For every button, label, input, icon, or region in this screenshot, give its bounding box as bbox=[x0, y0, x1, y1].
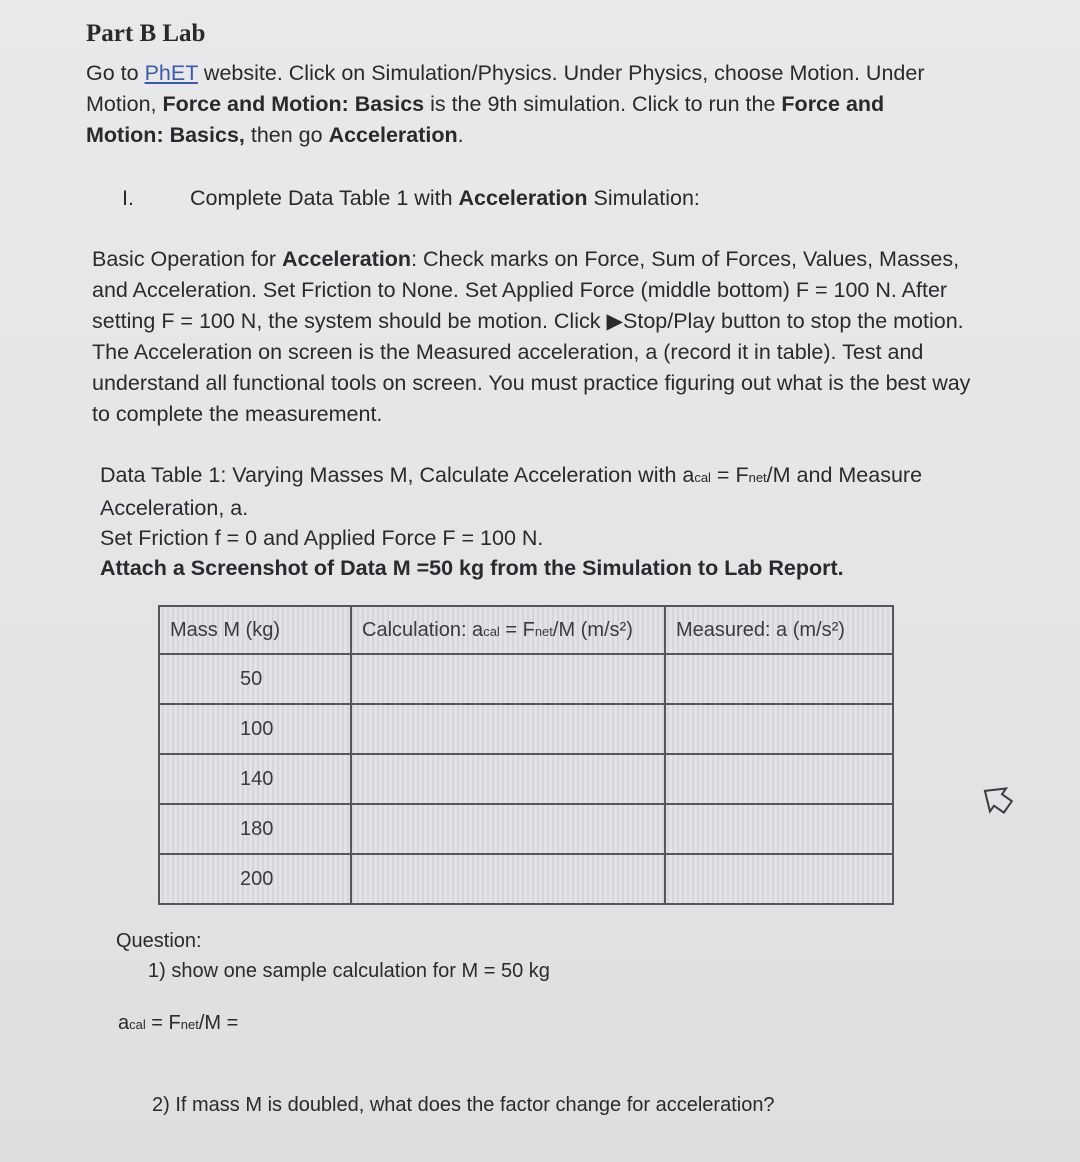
section-heading bbox=[190, 186, 700, 211]
mass-cell: 200 bbox=[159, 854, 351, 904]
data-table-description bbox=[100, 460, 960, 583]
table-row bbox=[159, 854, 893, 904]
table-row bbox=[159, 704, 893, 754]
basic-text-3: Stop/Play button to stop the motion. The Acceleration on screen is the Measured acceleration, a (record it in table). Test and understand all functional tools on screen. You must practice figuring out what is the best way to complete the measurement. bbox=[92, 309, 971, 426]
calc-cell[interactable] bbox=[351, 704, 665, 754]
basic-text-1: Basic Operation for bbox=[92, 247, 283, 271]
intro-bold-2: Force and Motion: Basics, bbox=[86, 92, 885, 147]
section-numeral: I. bbox=[122, 186, 134, 210]
calc-cell[interactable] bbox=[351, 754, 665, 804]
measured-cell[interactable] bbox=[665, 654, 893, 704]
intro-text-5: . bbox=[457, 123, 464, 147]
section-text: Complete Data Table 1 with bbox=[190, 186, 459, 210]
question-1: 1) show one sample calculation for M = 50 kg bbox=[148, 960, 550, 982]
header-measured: Measured: a (m/s²) bbox=[665, 606, 893, 654]
table-header-row bbox=[159, 606, 893, 654]
calc-cell[interactable] bbox=[351, 854, 665, 904]
measured-cell[interactable] bbox=[665, 754, 893, 804]
calc-cell[interactable] bbox=[351, 654, 665, 704]
question-label: Question: bbox=[116, 930, 202, 952]
intro-text-2: website. Click on Simulation/Physics. Under Physics, choose Motion. Under Motion, bbox=[86, 61, 925, 116]
intro-bold-3: Acceleration bbox=[328, 123, 458, 147]
mass-cell: 180 bbox=[159, 804, 351, 854]
intro-paragraph bbox=[86, 58, 966, 151]
table-row bbox=[159, 804, 893, 854]
intro-text-3: is the 9th simulation. Click to run the bbox=[424, 92, 782, 116]
basic-operation-paragraph bbox=[92, 244, 972, 430]
measured-cell[interactable] bbox=[665, 854, 893, 904]
intro-bold-1: Force and Motion: Basics bbox=[162, 92, 425, 116]
header-mass: Mass M (kg) bbox=[159, 606, 351, 654]
friction-setting: Set Friction f = 0 and Applied Force F = 100 N. bbox=[100, 526, 544, 550]
mass-cell: 140 bbox=[159, 754, 351, 804]
calc-cell[interactable] bbox=[351, 804, 665, 854]
mass-cell: 100 bbox=[159, 704, 351, 754]
phet-link[interactable]: PhET bbox=[144, 61, 198, 85]
header-calculation: Calculation: acal = Fnet/M (m/s²) bbox=[351, 606, 665, 654]
data-table-caption: Data Table 1: Varying Masses M, Calculate Acceleration with acal = Fnet/M and Measure Acceleration, a. bbox=[100, 463, 923, 520]
intro-text-1: Go to bbox=[86, 61, 145, 85]
section-text-2: Simulation: bbox=[587, 186, 700, 210]
measured-cell[interactable] bbox=[665, 804, 893, 854]
measured-cell[interactable] bbox=[665, 704, 893, 754]
data-table-1 bbox=[158, 605, 894, 905]
section-bold: Acceleration bbox=[458, 186, 588, 210]
acal-formula[interactable]: acal = Fnet/M = bbox=[118, 1012, 239, 1034]
question-2: 2) If mass M is doubled, what does the factor change for acceleration? bbox=[152, 1094, 775, 1116]
mouse-pointer-icon bbox=[978, 780, 1018, 824]
basic-bold: Acceleration bbox=[282, 247, 412, 271]
mass-cell: 50 bbox=[159, 654, 351, 704]
table-row bbox=[159, 654, 893, 704]
intro-text-4: then go bbox=[244, 123, 329, 147]
play-icon: ▶ bbox=[606, 309, 623, 333]
attach-instruction: Attach a Screenshot of Data M =50 kg from the Simulation to Lab Report. bbox=[100, 556, 844, 580]
page-title: Part B Lab bbox=[86, 20, 206, 47]
table-row bbox=[159, 754, 893, 804]
basic-text-2: : Check marks on Force, Sum of Forces, Values, Masses, and Acceleration. Set Friction to None. Set Applied Force (middle bottom) F = 100 N. After setting F = 100 N, the system should be motion. Click bbox=[92, 247, 960, 333]
